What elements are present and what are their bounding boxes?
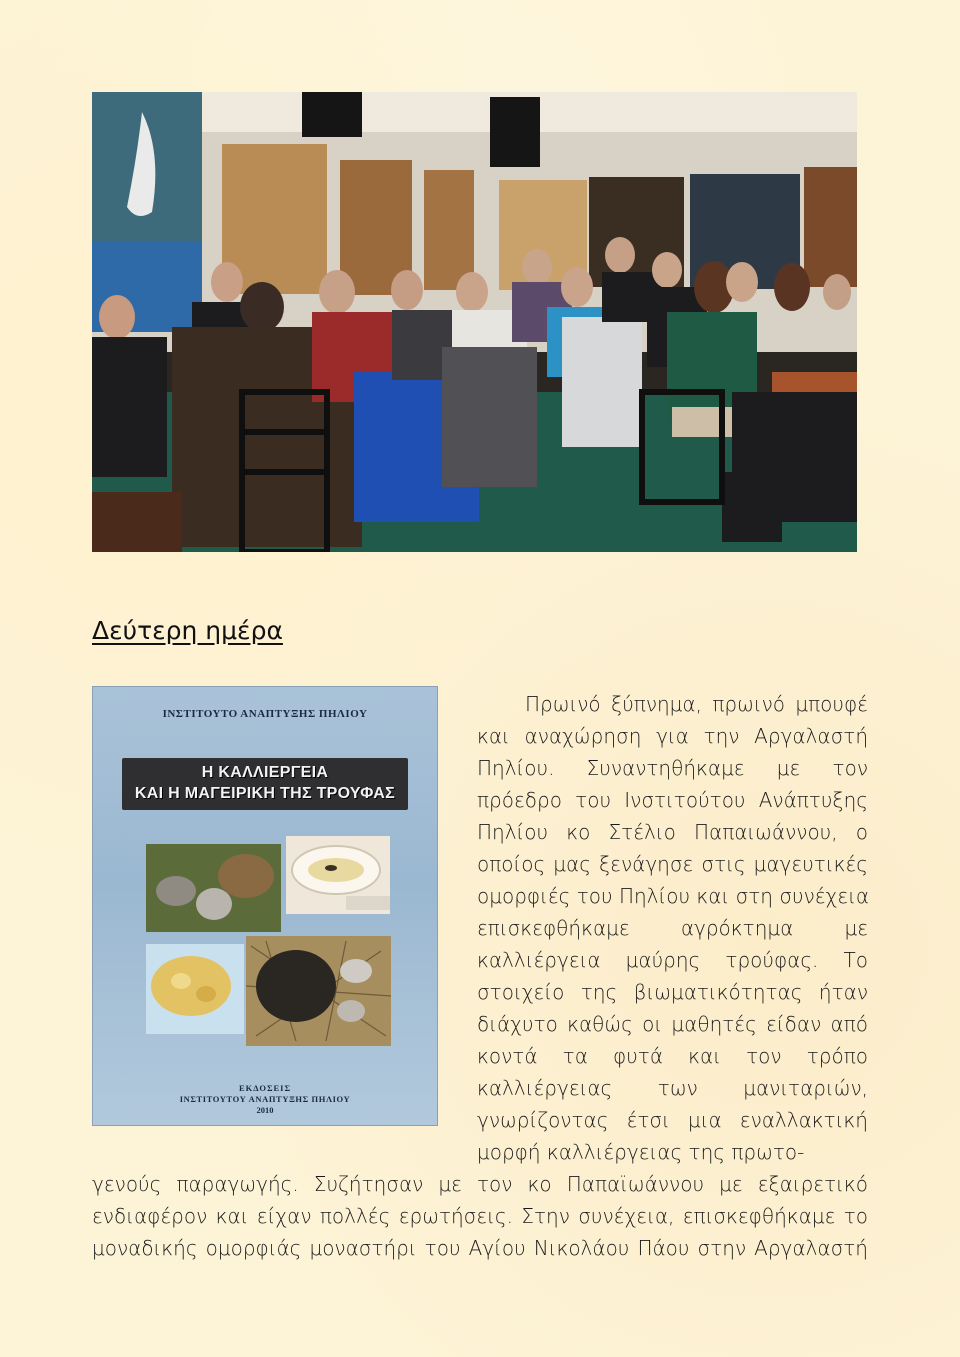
book-footer-line2: ΙΝΣΤΙΤΟΥΤΟΥ ΑΝΑΠΤΥΞΗΣ ΠΗΛΙΟΥ: [179, 1094, 351, 1104]
paragraph-line: γνωρίζοντας έτσι μια εναλλακτική: [477, 1108, 868, 1132]
book-cover-image: [92, 686, 438, 1126]
book-footer-line3: 2010: [256, 1105, 274, 1115]
paragraph-line: καλλιέργειας των μανιταριών,: [477, 1076, 868, 1100]
paragraph-line: ομορφιές του Πηλίου και στη συνέχεια: [477, 884, 870, 908]
paragraph-line: πρόεδρο του Ινστιτούτου Ανάπτυξης: [477, 788, 868, 812]
book-title-line2: ΚΑΙ Η ΜΑΓΕΙΡΙΚΗ ΤΗΣ ΤΡΟΥΦΑΣ: [134, 785, 396, 802]
paragraph-line: διάχυτο καθώς οι μαθητές είδαν από: [477, 1012, 868, 1036]
paragraph-line: Πηλίου κο Στέλιο Παπαιωάννου, ο: [477, 820, 868, 844]
book-footer-line1: ΕΚΔΟΣΕΙΣ: [238, 1083, 292, 1093]
book-publisher: ΙΝΣΤΙΤΟΥΤΟ ΑΝΑΠΤΥΞΗΣ ΠΗΛΙΟΥ: [162, 708, 368, 720]
book-title-line1: Η ΚΑΛΛΙΕΡΓΕΙΑ: [201, 764, 329, 781]
book-cover-photos: [146, 836, 396, 1076]
paragraph-line: και αναχώρηση για την Αργαλαστή: [477, 724, 868, 748]
paragraph-line: κοντά τα φυτά και τον τρόπο: [477, 1044, 868, 1068]
book-title-banner: [122, 758, 408, 810]
paragraph-line: στοιχείο της βιωματικότητας ήταν: [477, 980, 868, 1004]
paragraph-line: οποίος μας ξενάγησε στις μαγευτικές: [477, 852, 868, 876]
paragraph-line: γενούς παραγωγής. Συζήτησαν με τον κο Παπαϊωάννου με εξαιρετικό: [92, 1172, 868, 1196]
section-heading: Δεύτερη ημέρα: [92, 616, 283, 645]
paragraph-line: ενδιαφέρον και είχαν πολλές ερωτήσεις. Στην συνέχεια, επισκεφθήκαμε το: [92, 1204, 868, 1228]
paragraph-line: Πηλίου. Συναντηθήκαμε με τον: [477, 756, 868, 780]
paragraph-line: Πρωινό ξύπνημα, πρωινό μπουφέ: [525, 692, 868, 716]
group-photo: [92, 92, 857, 552]
paragraph-line: επισκεφθήκαμε αγρόκτημα με: [477, 916, 868, 940]
paragraph-line: καλλιέργεια μαύρης τρούφας. Το: [477, 948, 868, 972]
paragraph-line: μορφή καλλιέργειας της πρωτο-: [477, 1140, 805, 1164]
paragraph-line: μοναδικής ομορφιάς μοναστήρι του Αγίου Νικολάου Πάου στην Αργαλαστή: [92, 1236, 868, 1260]
